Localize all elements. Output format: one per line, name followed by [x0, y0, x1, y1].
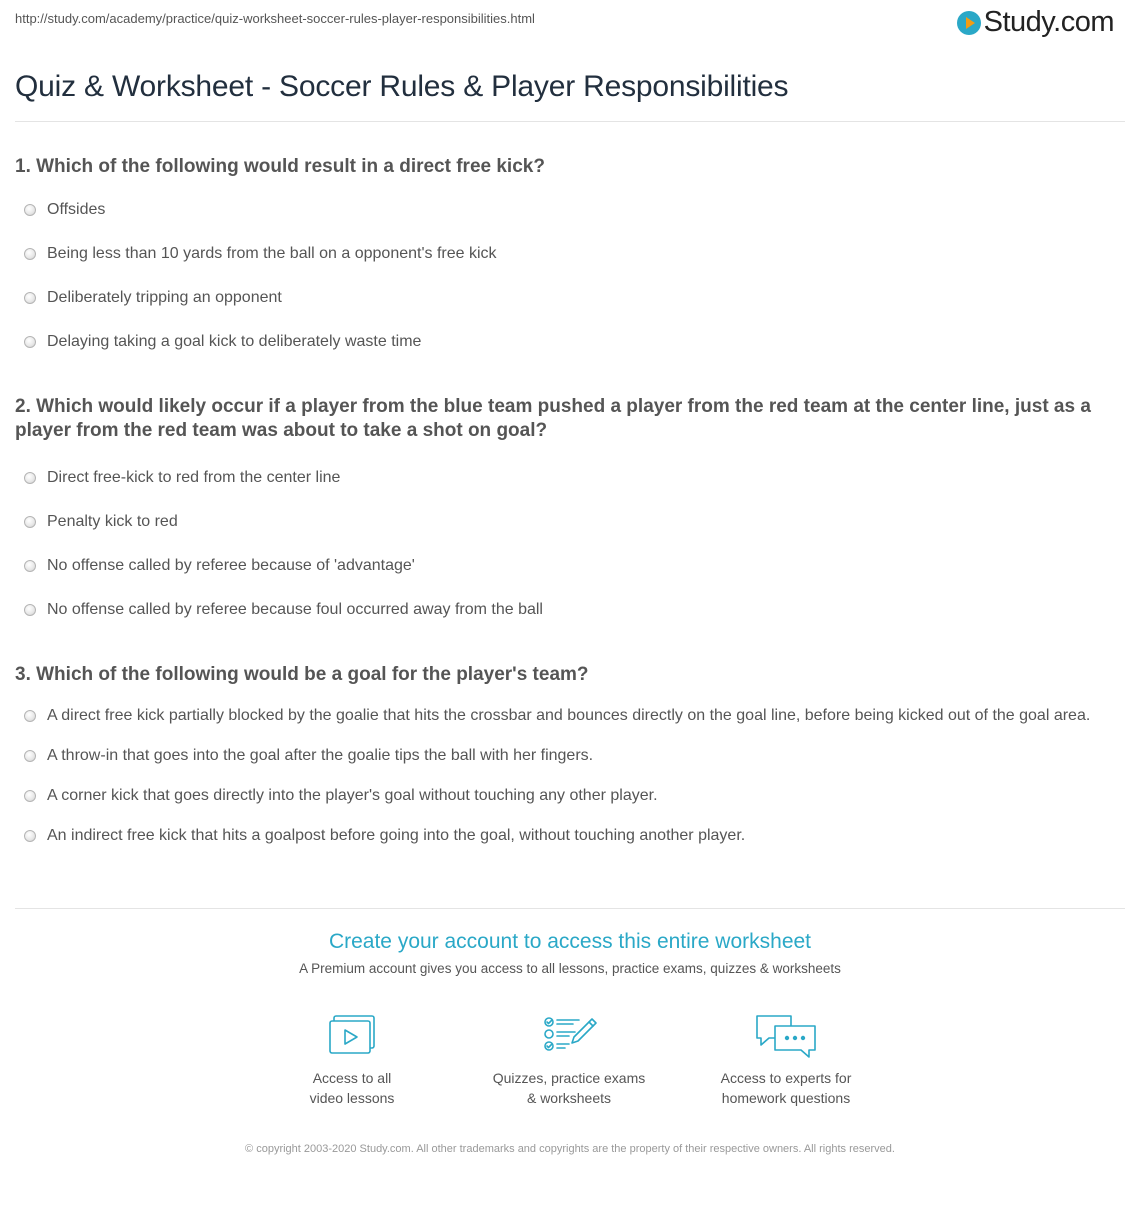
feature-label-line: homework questions — [721, 1090, 851, 1106]
answer-label: Direct free-kick to red from the center line — [47, 469, 341, 486]
radio-button-icon[interactable] — [24, 336, 36, 348]
answer-label: A throw-in that goes into the goal after the goalie tips the ball with her fingers. — [47, 747, 594, 764]
feature-video-lessons — [252, 1012, 452, 1108]
answer-option[interactable] — [15, 242, 1125, 266]
title-divider — [15, 121, 1125, 122]
answer-options — [15, 466, 1125, 622]
feature-label — [469, 1068, 669, 1108]
answer-option[interactable] — [15, 330, 1125, 354]
answer-label: A direct free kick partially blocked by the goalie that hits the crossbar and bounces directly on the goal line, before being kicked out of the goal area. — [47, 707, 1091, 724]
answer-label: No offense called by referee because foul occurred away from the ball — [47, 601, 543, 618]
answer-label: Deliberately tripping an opponent — [47, 289, 282, 306]
answer-option[interactable] — [15, 598, 1125, 622]
feature-quizzes — [469, 1012, 669, 1108]
create-account-link[interactable]: Create your account to access this entire worksheet — [328, 930, 812, 953]
feature-experts — [686, 1012, 886, 1108]
radio-button-icon[interactable] — [24, 750, 36, 762]
chat-bubbles-icon — [753, 1012, 819, 1058]
answer-label: Delaying taking a goal kick to deliberately waste time — [47, 333, 422, 350]
answer-option[interactable] — [15, 784, 1125, 808]
premium-description: A Premium account gives you access to all lessons, practice exams, quizzes & worksheets — [299, 961, 841, 976]
answer-option[interactable] — [15, 744, 1125, 768]
section-divider — [15, 908, 1125, 909]
feature-label-line: Access to all — [312, 1070, 392, 1086]
feature-label-line: Access to experts for — [720, 1070, 852, 1086]
question-text: 2. Which would likely occur if a player from the blue team pushed a player from the red team at the center line, just as a player from the red team was about to take a shot on goal? — [15, 396, 1091, 441]
feature-label-line: video lessons — [309, 1090, 395, 1106]
radio-button-icon[interactable] — [24, 790, 36, 802]
answer-label: An indirect free kick that hits a goalpost before going into the goal, without touching another player. — [47, 827, 746, 844]
radio-button-icon[interactable] — [24, 472, 36, 484]
radio-button-icon[interactable] — [24, 516, 36, 528]
answer-options — [15, 704, 1125, 848]
answer-option[interactable] — [15, 704, 1125, 728]
study-logo[interactable] — [957, 6, 1114, 39]
video-lessons-icon — [326, 1012, 378, 1058]
answer-option[interactable] — [15, 466, 1125, 490]
feature-label-line: & worksheets — [526, 1090, 612, 1106]
answer-option[interactable] — [15, 198, 1125, 222]
answer-option[interactable] — [15, 824, 1125, 848]
radio-button-icon[interactable] — [24, 710, 36, 722]
page-url: http://study.com/academy/practice/quiz-worksheet-soccer-rules-player-responsibilities.html — [15, 11, 535, 26]
answer-label: Penalty kick to red — [47, 513, 178, 530]
feature-label-line: Quizzes, practice exams — [492, 1070, 646, 1086]
question-1 — [15, 155, 1125, 354]
page-title: Quiz & Worksheet - Soccer Rules & Player Responsibilities — [15, 70, 789, 103]
answer-label: Offsides — [47, 201, 106, 218]
radio-button-icon[interactable] — [24, 830, 36, 842]
question-text: 3. Which of the following would be a goal for the player's team? — [15, 664, 589, 685]
radio-button-icon[interactable] — [24, 560, 36, 572]
question-text: 1. Which of the following would result in a direct free kick? — [15, 156, 545, 177]
answer-option[interactable] — [15, 554, 1125, 578]
answer-option[interactable] — [15, 286, 1125, 310]
answer-label: Being less than 10 yards from the ball on a opponent's free kick — [47, 245, 497, 262]
question-3 — [15, 663, 1125, 848]
feature-label — [252, 1068, 452, 1108]
play-logo-icon — [957, 11, 981, 35]
radio-button-icon[interactable] — [24, 204, 36, 216]
answer-option[interactable] — [15, 510, 1125, 534]
copyright-footer: © copyright 2003-2020 Study.com. All other trademarks and copyrights are the property of their respective owners. All rights reserved. — [245, 1143, 895, 1155]
answer-options — [15, 198, 1125, 354]
logo-text: Study.com — [983, 6, 1114, 38]
quiz-checklist-icon — [539, 1012, 599, 1058]
radio-button-icon[interactable] — [24, 604, 36, 616]
feature-label — [686, 1068, 886, 1108]
answer-label: No offense called by referee because of 'advantage' — [47, 557, 415, 574]
radio-button-icon[interactable] — [24, 248, 36, 260]
question-2 — [15, 395, 1125, 622]
answer-label: A corner kick that goes directly into the player's goal without touching any other player. — [47, 787, 658, 804]
radio-button-icon[interactable] — [24, 292, 36, 304]
